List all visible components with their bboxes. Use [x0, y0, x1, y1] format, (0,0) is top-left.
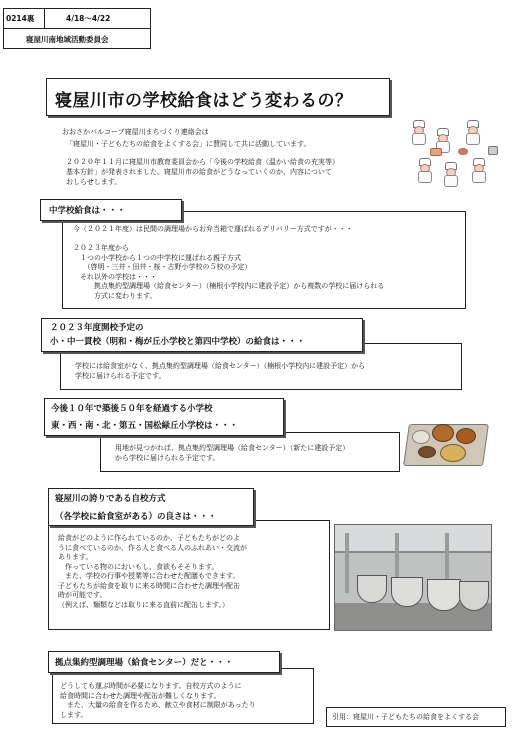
pride-content-box [48, 520, 330, 630]
jhs-title-box [40, 199, 182, 221]
new-school-title-line2: 小・中一貫校（明和・梅が丘小学校と第四中学校）の給食は・・・ [50, 337, 306, 347]
old-schools-body: 用地が見つかれば、拠点集約型調理場（給食センター）（新たに建設予定） から学校に届けられる予定です。 [115, 444, 350, 462]
jhs-title: 中学校給食は・・・ [49, 206, 126, 216]
citation-box [326, 707, 506, 727]
intro-line2: 「寝屋川・子どもたちの給食をよくする会」に賛同して共に活動しています。 [66, 140, 311, 148]
old-schools-content-box [100, 432, 400, 472]
center-title-box [48, 651, 280, 673]
pride-title-line2: （各学校に給食室がある）の良さは・・・ [55, 512, 217, 522]
center-title: 拠点集約型調理場（給食センター）だと・・・ [55, 658, 234, 668]
school-kitchen-photo [334, 524, 492, 631]
pride-body: 給食がどのように作られているのか、子どもたちがどのよ うに食べているのか、作る人と食べる人のふれあい・交流が あります。 作っている物のにおいもし、食欲もそそります。 また、学校の行事や授業等に合わせた配膳もできます。 子どもたちが給食を取りに来る時間に合わせた調理や配缶 時が可能です。 （例えば、麺類などは取りに来る直前に配缶します。） [58, 534, 247, 609]
school-lunch-tray-photo [402, 410, 488, 470]
jhs-content-box [62, 211, 466, 309]
intro-line1: おおさかパルコープ寝屋川まちづくり連絡会は [62, 128, 209, 136]
old-schools-title-box [44, 398, 284, 436]
citation: 引用：寝屋川・子どもたちの給食をよくする会 [332, 713, 479, 721]
pride-title-line1: 寝屋川の誇りである自校方式 [55, 494, 166, 504]
intro-paragraph: ２０２０年１１月に寝屋川市教育委員会から「今後の学校給食（温かい給食の充実等） 基本方針」が発表されました。寝屋川市の給食がどうなっていくのか、内容について おしらせします。 [66, 158, 339, 186]
center-body: どうしても運ぶ時間が必要になります。自校方式のように 給食時間に合わせた調理や配缶が難しくなります。 また、大量の給食を作るため、献立や食材に制限があったり します。 [60, 682, 256, 719]
main-title-box [46, 78, 390, 116]
header-table [3, 8, 151, 49]
page-title: 寝屋川市の学校給食はどう変わるの？ [55, 91, 353, 111]
header-code: 0214裏 [6, 14, 35, 23]
old-schools-title-line1: 今後１０年で築後５０年を経過する小学校 [51, 404, 213, 414]
header-dates: 4/18～4/22 [66, 14, 111, 23]
new-school-title-line1: ２０２３年度開校予定の [50, 323, 144, 333]
new-school-title-box [41, 318, 363, 352]
pride-title-box [48, 488, 254, 526]
header-committee: 寝屋川南地域活動委員会 [26, 35, 109, 44]
old-schools-title-line2: 東・西・南・北・第五・国松緑丘小学校は・・・ [51, 421, 239, 431]
new-school-body: 学校には給食室がなく、拠点集約型調理場（給食センター）（楠根小学校内に建設予定）から 学校に届けられる予定です。 [75, 362, 366, 380]
center-content-box [52, 668, 314, 724]
school-lunch-staff-illustration [408, 118, 502, 194]
jhs-body: 今（２０２１年度）は民間の調理場からお弁当箱で運ばれるデリバリー方式ですが・・・ ２０２３年度から １つの小学校から１つの中学校に運ばれる親子方式 （啓明・三井・田井・桜・古野小学校の５校の予定） それ以外の学校は・・・ 拠点集約型調理場（給食センター）（楠根小学校内に建設予定）から複数の学校に届けられる 方式に変わります。 [73, 225, 385, 300]
